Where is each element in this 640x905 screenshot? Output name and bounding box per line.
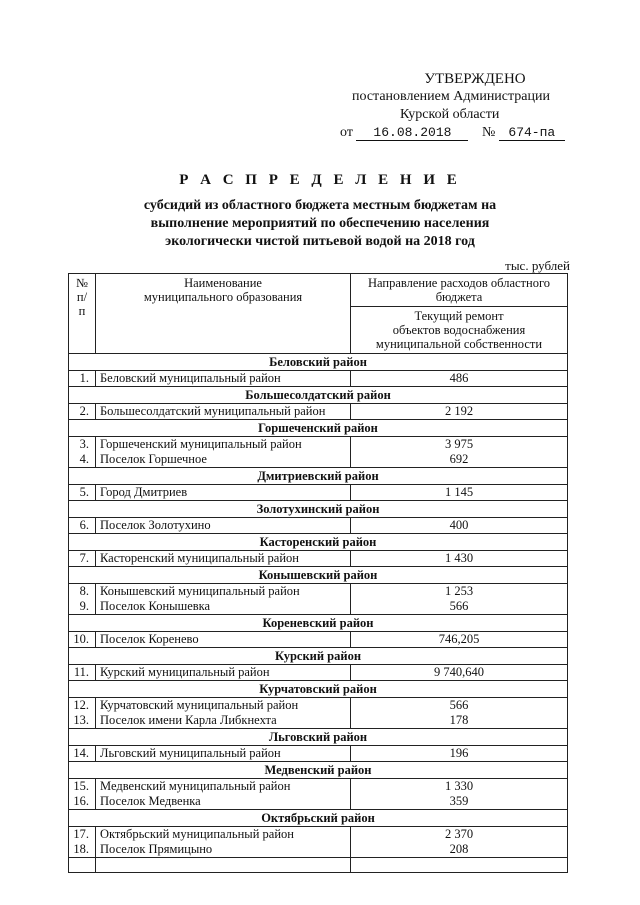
district-name: Горшеченский район: [69, 420, 568, 437]
subsidy-amount: 692: [449, 452, 469, 466]
district-row: [69, 534, 568, 551]
table-row: [69, 746, 568, 762]
subsidy-amount: 2 192: [444, 404, 474, 418]
row-number: 11.: [73, 665, 89, 679]
row-number: 3.: [79, 437, 89, 451]
subsidy-amount: 359: [449, 794, 469, 808]
header-name-l1: Наименование: [184, 276, 262, 290]
subtitle-line-1: субсидий из областного бюджета местным бюджетам на: [143, 198, 497, 213]
subsidy-amount: 486: [449, 371, 469, 385]
row-value-cell: [351, 779, 568, 810]
table-row: [69, 518, 568, 534]
district-name: Льговский район: [69, 729, 568, 746]
subsidy-amount: 196: [449, 746, 469, 760]
table-row: [69, 665, 568, 681]
header-number: [69, 274, 96, 354]
district-row: [69, 420, 568, 437]
district-row: [69, 810, 568, 827]
approval-line2: Курской области: [400, 107, 500, 122]
municipality-name: Октябрьский муниципальный район: [100, 827, 294, 841]
row-number-cell: [69, 584, 96, 615]
row-number: 12.: [73, 698, 89, 712]
row-value-cell: [351, 518, 568, 534]
municipality-name: Город Дмитриев: [100, 485, 188, 499]
document-title: Р А С П Р Е Д Е Л Е Н И Е: [179, 172, 461, 188]
district-row: [69, 354, 568, 371]
municipality-name: Горшеченский муниципальный район: [100, 437, 302, 451]
row-name-cell: [96, 827, 351, 858]
district-row: [69, 681, 568, 698]
row-number-cell: [69, 746, 96, 762]
row-name-cell: [96, 632, 351, 648]
district-row: [69, 501, 568, 518]
municipality-name: Поселок Конышевка: [100, 599, 211, 613]
row-number-cell: [69, 404, 96, 420]
subsidy-amount: 400: [449, 518, 469, 532]
row-number-cell: [69, 779, 96, 810]
empty-cell: [96, 858, 351, 873]
row-value-cell: [351, 437, 568, 468]
district-row: [69, 729, 568, 746]
header-repair: [351, 307, 568, 354]
municipality-name: Медвенский муниципальный район: [100, 779, 291, 793]
row-name-cell: [96, 746, 351, 762]
header-number-l2: п/: [76, 290, 88, 304]
table-row: [69, 485, 568, 501]
district-name: Октябрьский район: [69, 810, 568, 827]
row-number: 5.: [79, 485, 89, 499]
row-number-cell: [69, 551, 96, 567]
table-row: [69, 698, 568, 729]
header-repair-l3: муниципальной собственности: [375, 337, 543, 351]
municipality-name: Поселок Медвенка: [100, 794, 201, 808]
district-name: Курчатовский район: [69, 681, 568, 698]
header-direction-l1: Направление расходов областного: [367, 276, 551, 290]
subsidy-amount: 566: [449, 599, 469, 613]
subsidy-amount: 9 740,640: [434, 665, 484, 679]
units-label: тыс. рублей: [505, 258, 570, 273]
table-row: [69, 437, 568, 468]
district-name: Дмитриевский район: [69, 468, 568, 485]
subsidy-amount: 1 253: [444, 584, 474, 598]
subsidy-amount: 208: [449, 842, 469, 856]
header-direction: [351, 274, 568, 307]
approval-number: 674-па: [499, 126, 565, 141]
table-row: [69, 632, 568, 648]
district-name: Кореневский район: [69, 615, 568, 632]
row-name-cell: [96, 485, 351, 501]
subtitle-line-2: выполнение мероприятий по обеспечению населения: [150, 216, 490, 231]
approval-date-line: [340, 124, 610, 142]
subsidy-amount: 3 975: [444, 437, 474, 451]
row-number: 17.: [73, 827, 89, 841]
municipality-name: Курский муниципальный район: [100, 665, 270, 679]
header-direction-l2: бюджета: [435, 290, 483, 304]
row-number-cell: [69, 698, 96, 729]
table-row: [69, 779, 568, 810]
subsidy-amount: 566: [449, 698, 469, 712]
header-number-l3: п: [78, 304, 86, 318]
municipality-name: Поселок имени Карла Либкнехта: [100, 713, 277, 727]
row-number: 4.: [79, 452, 89, 466]
municipality-name: Курчатовский муниципальный район: [100, 698, 299, 712]
subtitle-line-3: экологически чистой питьевой водой на 2018 год: [165, 234, 475, 249]
row-number: 18.: [73, 842, 89, 856]
row-name-cell: [96, 437, 351, 468]
from-label: от: [340, 125, 353, 140]
header-repair-l2: объектов водоснабжения: [392, 323, 526, 337]
header-number-l1: №: [76, 276, 88, 290]
number-label: №: [481, 125, 496, 140]
row-number: 14.: [73, 746, 89, 760]
row-value-cell: [351, 665, 568, 681]
approval-title: УТВЕРЖДЕНО: [424, 71, 526, 87]
municipality-name: Поселок Золотухино: [100, 518, 211, 532]
municipality-name: Беловский муниципальный район: [100, 371, 281, 385]
row-number-cell: [69, 485, 96, 501]
row-name-cell: [96, 779, 351, 810]
district-name: Беловский район: [69, 354, 568, 371]
table-header-row: [69, 274, 568, 307]
subsidy-amount: 178: [449, 713, 469, 727]
row-value-cell: [351, 584, 568, 615]
subsidy-amount: 746,205: [438, 632, 480, 646]
municipality-name: Касторенский муниципальный район: [100, 551, 299, 565]
row-number: 9.: [79, 599, 89, 613]
row-name-cell: [96, 518, 351, 534]
row-number-cell: [69, 518, 96, 534]
district-row: [69, 615, 568, 632]
row-number: 15.: [73, 779, 89, 793]
header-name-l2: муниципального образования: [143, 290, 303, 304]
row-value-cell: [351, 371, 568, 387]
row-value-cell: [351, 551, 568, 567]
table-row: [69, 371, 568, 387]
row-number: 7.: [79, 551, 89, 565]
empty-cell: [351, 858, 568, 873]
row-number-cell: [69, 665, 96, 681]
municipality-name: Поселок Прямицыно: [100, 842, 213, 856]
municipality-name: Поселок Горшечное: [100, 452, 207, 466]
subsidy-amount: 1 430: [444, 551, 474, 565]
district-row: [69, 762, 568, 779]
document-heading: [40, 172, 600, 251]
row-number: 8.: [79, 584, 89, 598]
header-repair-l1: Текущий ремонт: [414, 309, 504, 323]
approval-stamp: [340, 70, 610, 142]
row-value-cell: [351, 698, 568, 729]
district-name: Большесолдатский район: [69, 387, 568, 404]
row-value-cell: [351, 485, 568, 501]
approval-line1: постановлением Администрации: [352, 89, 550, 104]
row-number-cell: [69, 827, 96, 858]
row-number: 6.: [79, 518, 89, 532]
row-number-cell: [69, 632, 96, 648]
row-number: 2.: [79, 404, 89, 418]
row-value-cell: [351, 827, 568, 858]
district-row: [69, 468, 568, 485]
district-name: Касторенский район: [69, 534, 568, 551]
municipality-name: Конышевский муниципальный район: [100, 584, 300, 598]
table-row: [69, 551, 568, 567]
district-row: [69, 567, 568, 584]
district-row: [69, 648, 568, 665]
municipality-name: Большесолдатский муниципальный район: [100, 404, 326, 418]
row-value-cell: [351, 746, 568, 762]
row-number: 10.: [73, 632, 89, 646]
subsidy-amount: 2 370: [444, 827, 474, 841]
district-name: Медвенский район: [69, 762, 568, 779]
row-name-cell: [96, 404, 351, 420]
table-row: [69, 584, 568, 615]
row-name-cell: [96, 698, 351, 729]
empty-row: [69, 858, 568, 873]
row-name-cell: [96, 371, 351, 387]
header-name: [96, 274, 351, 354]
row-number-cell: [69, 371, 96, 387]
subsidy-amount: 1 330: [444, 779, 474, 793]
district-name: Золотухинский район: [69, 501, 568, 518]
table-row: [69, 827, 568, 858]
municipality-name: Поселок Коренево: [100, 632, 199, 646]
row-number: 13.: [73, 713, 89, 727]
row-name-cell: [96, 665, 351, 681]
district-name: Курский район: [69, 648, 568, 665]
row-number: 16.: [73, 794, 89, 808]
approval-date: 16.08.2018: [356, 126, 468, 141]
row-name-cell: [96, 584, 351, 615]
municipality-name: Льговский муниципальный район: [100, 746, 281, 760]
row-number-cell: [69, 437, 96, 468]
row-value-cell: [351, 632, 568, 648]
district-row: [69, 387, 568, 404]
district-name: Конышевский район: [69, 567, 568, 584]
row-value-cell: [351, 404, 568, 420]
table-row: [69, 404, 568, 420]
subsidy-table: [68, 273, 568, 873]
empty-cell: [69, 858, 96, 873]
subsidy-amount: 1 145: [444, 485, 474, 499]
row-name-cell: [96, 551, 351, 567]
row-number: 1.: [79, 371, 89, 385]
